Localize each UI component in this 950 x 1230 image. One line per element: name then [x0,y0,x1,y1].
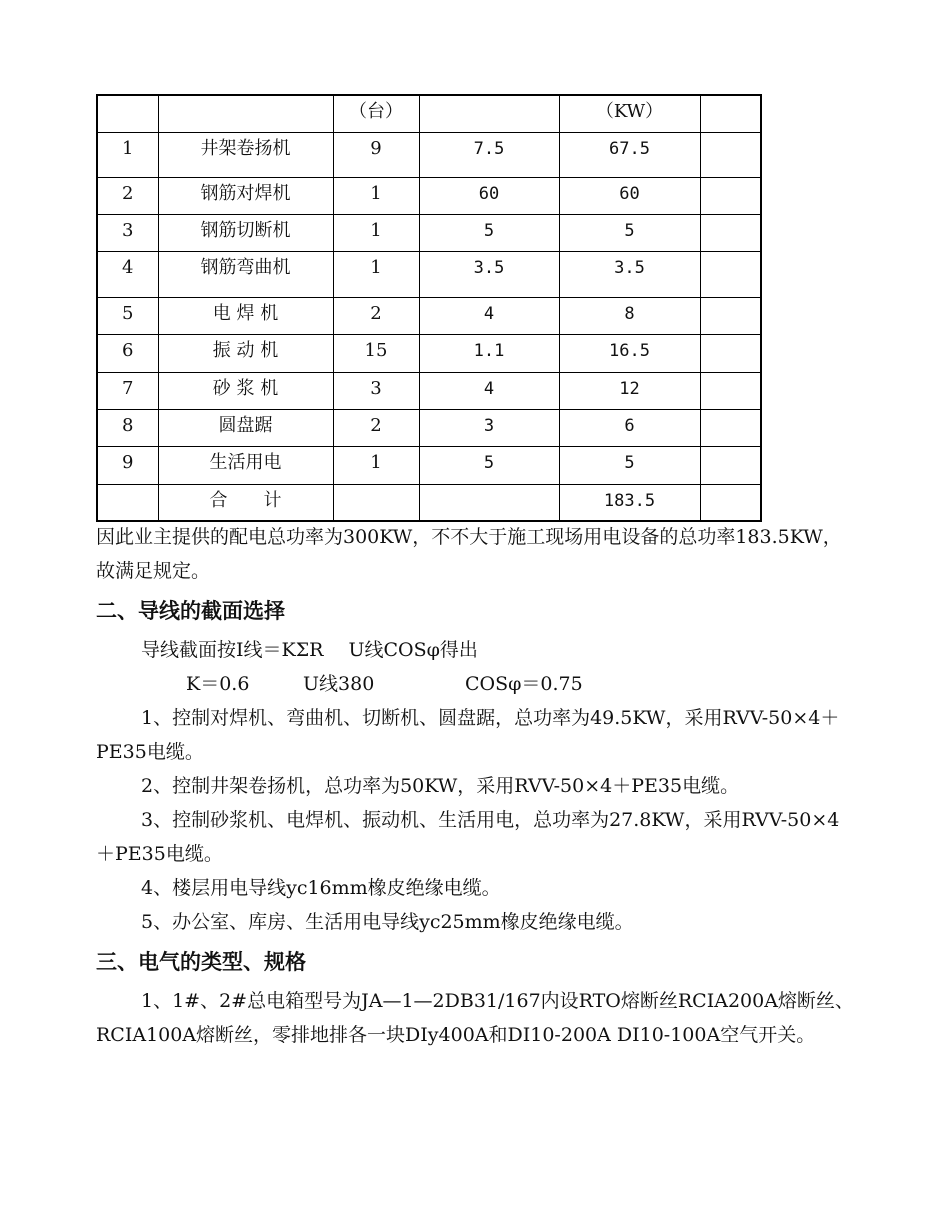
unit-power: 5 [419,446,559,484]
list-item: 2、控制井架卷扬机，总功率为50KW，采用RVV-50×4＋PE35电缆。 [141,775,740,797]
table-row [97,372,761,409]
equipment-name: 钢筋切断机 [158,214,333,251]
equipment-name: 砂 浆 机 [158,372,333,409]
equipment-name: 钢筋对焊机 [158,177,333,214]
remark [700,251,761,297]
unit-power: 60 [419,177,559,214]
table-row [97,409,761,446]
row-number: 7 [97,372,158,409]
parameters-line [96,667,856,701]
list-item: 1、1#、2#总电箱型号为JA—1—2DB31/167内设RTO熔断丝RCIA200A熔断丝、RCIA100A熔断丝，零排地排各一块DIy400A和DI10-200A DI10-100A空气开关。 [96,990,854,1046]
document-body [96,520,856,1052]
unit-power: 4 [419,297,559,334]
equipment-name: 钢筋弯曲机 [158,251,333,297]
equipment-quantity: 3 [333,372,419,409]
remark [700,177,761,214]
equipment-quantity: 1 [333,446,419,484]
table-row [97,297,761,334]
total-power: 8 [559,297,700,334]
remark [700,446,761,484]
unit-power: 3 [419,409,559,446]
remark [700,409,761,446]
row-number: 8 [97,409,158,446]
equipment-quantity: 1 [333,251,419,297]
equipment-name: 井架卷扬机 [158,132,333,177]
table-header-cell: （台） [333,95,419,132]
table-header-cell [700,95,761,132]
total-power: 6 [559,409,700,446]
section-2-heading: 二、导线的截面选择 [96,599,285,623]
unit-power: 3.5 [419,251,559,297]
row-number: 3 [97,214,158,251]
table-row [97,446,761,484]
table-row [97,334,761,372]
equipment-name: 生活用电 [158,446,333,484]
equipment-quantity: 15 [333,334,419,372]
table-total-row [97,484,761,521]
row-number: 5 [97,297,158,334]
total-power: 12 [559,372,700,409]
param-u: U线380 [303,673,375,695]
equipment-quantity: 1 [333,177,419,214]
equipment-quantity: 2 [333,409,419,446]
equipment-quantity: 9 [333,132,419,177]
table-row [97,214,761,251]
total-power: 3.5 [559,251,700,297]
total-power: 60 [559,177,700,214]
table-header-cell [158,95,333,132]
table-header-cell [419,95,559,132]
unit-power: 7.5 [419,132,559,177]
unit-power: 5 [419,214,559,251]
row-number: 2 [97,177,158,214]
unit-power: 4 [419,372,559,409]
row-number: 1 [97,132,158,177]
row-number: 6 [97,334,158,372]
equipment-name: 振 动 机 [158,334,333,372]
total-power: 5 [559,214,700,251]
equipment-name: 圆盘踞 [158,409,333,446]
remark [700,214,761,251]
list-item: 3、控制砂浆机、电焊机、振动机、生活用电，总功率为27.8KW，采用RVV-50×4＋PE35电缆。 [96,809,840,865]
table-header-cell [97,95,158,132]
equipment-power-table [96,94,762,522]
table-row [97,251,761,297]
param-cos: COSφ＝0.75 [465,673,583,695]
table-header-row [97,95,761,132]
total-power: 5 [559,446,700,484]
equipment-name: 电 焊 机 [158,297,333,334]
conclusion-paragraph: 因此业主提供的配电总功率为300KW，不不大于施工现场用电设备的总功率183.5KW，故满足规定。 [96,526,842,582]
remark [700,132,761,177]
section-3-heading: 三、电气的类型、规格 [96,950,306,974]
remark [700,297,761,334]
param-k: K＝0.6 [186,673,250,695]
row-number: 9 [97,446,158,484]
list-item: 1、控制对焊机、弯曲机、切断机、圆盘踞，总功率为49.5KW，采用RVV-50×4＋PE35电缆。 [96,707,840,763]
total-power: 67.5 [559,132,700,177]
remark [700,334,761,372]
total-label: 合 计 [158,484,333,521]
formula-line: 导线截面按Ι线＝KΣR U线COSφ得出 [141,639,478,661]
total-power: 16.5 [559,334,700,372]
total-value: 183.5 [559,484,700,521]
table-row [97,132,761,177]
table-header-cell: （KW） [559,95,700,132]
equipment-quantity: 2 [333,297,419,334]
unit-power: 1.1 [419,334,559,372]
table-row [97,177,761,214]
remark [700,372,761,409]
list-item: 4、楼层用电导线yc16mm橡皮绝缘电缆。 [141,877,501,899]
equipment-quantity: 1 [333,214,419,251]
list-item: 5、办公室、库房、生活用电导线yc25mm橡皮绝缘电缆。 [141,911,634,933]
row-number: 4 [97,251,158,297]
